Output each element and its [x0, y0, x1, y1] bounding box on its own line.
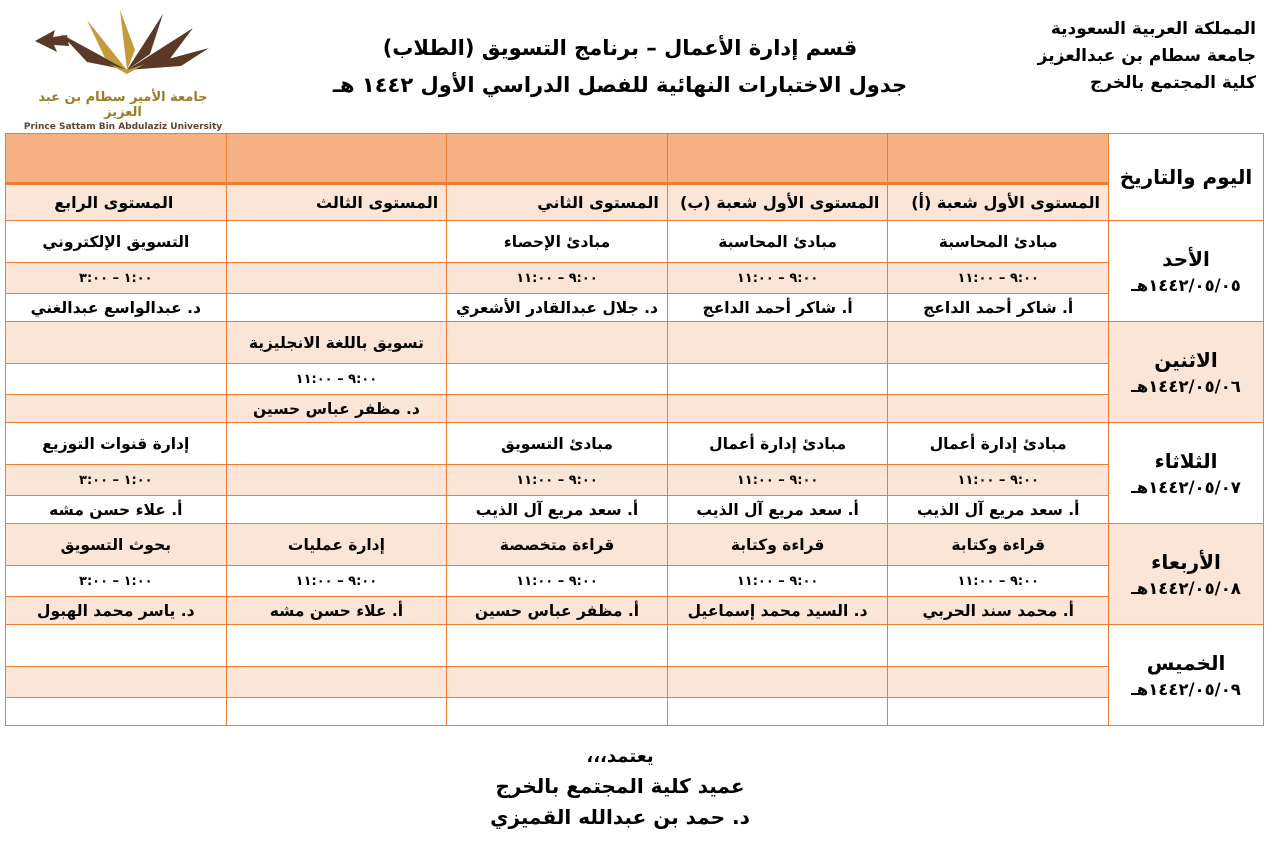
subject-row	[6, 322, 1264, 364]
organization-block	[1038, 16, 1256, 98]
time-cell: ٩:٠٠ – ١١:٠٠	[447, 263, 668, 294]
time-cell	[447, 667, 668, 698]
time-cell: ٩:٠٠ – ١١:٠٠	[447, 465, 668, 496]
instructor-cell	[667, 395, 888, 423]
instructor-cell	[226, 496, 447, 524]
time-cell: ٩:٠٠ – ١١:٠٠	[667, 566, 888, 597]
subject-cell: مبادئ إدارة أعمال	[888, 423, 1109, 465]
band-cell	[447, 134, 668, 184]
approval-word: يعتمد،،،	[586, 746, 654, 767]
instructor-cell	[447, 698, 668, 726]
time-cell	[226, 465, 447, 496]
day-cell	[1109, 221, 1264, 322]
instructor-cell	[667, 698, 888, 726]
subject-cell	[888, 322, 1109, 364]
subject-row	[6, 423, 1264, 465]
instructor-cell: أ. سعد مريع آل الذيب	[447, 496, 668, 524]
subject-cell: قراءة وكتابة	[667, 524, 888, 566]
time-cell	[226, 667, 447, 698]
day-name: الثلاثاء	[1154, 449, 1218, 473]
instructor-cell: أ. محمد سند الحربي	[888, 597, 1109, 625]
time-cell	[667, 667, 888, 698]
subject-cell: إدارة عمليات	[226, 524, 447, 566]
org-kingdom: المملكة العربية السعودية	[1050, 19, 1256, 39]
title-line-1: قسم إدارة الأعمال – برنامج التسويق (الطلاب)	[382, 36, 858, 60]
time-cell	[667, 364, 888, 395]
subject-row	[6, 221, 1264, 263]
subject-cell	[667, 322, 888, 364]
time-cell	[888, 667, 1109, 698]
org-university: جامعة سطام بن عبدالعزيز	[1037, 46, 1256, 67]
band-cell	[888, 134, 1109, 184]
day-date-header-cell: اليوم والتاريخ	[1109, 134, 1264, 221]
day-cell	[1109, 423, 1264, 524]
instructor-row	[6, 597, 1264, 625]
level-header-cell: المستوى الثاني	[447, 184, 668, 221]
subject-cell	[667, 625, 888, 667]
day-date: ١٤٤٢/٠٥/٠٩هـ	[1131, 680, 1241, 699]
instructor-cell	[6, 395, 227, 423]
day-name: الاثنين	[1154, 348, 1218, 372]
day-name: الأربعاء	[1151, 550, 1221, 574]
subject-cell: مبادئ المحاسبة	[667, 221, 888, 263]
subject-cell: مبادئ إدارة أعمال	[667, 423, 888, 465]
instructor-cell: أ. علاء حسن مشه	[6, 496, 227, 524]
band-cell	[6, 134, 227, 184]
band-cell	[667, 134, 888, 184]
instructor-row	[6, 395, 1264, 423]
instructor-cell	[6, 698, 227, 726]
time-cell: ١:٠٠ – ٣:٠٠	[6, 465, 227, 496]
subject-cell: التسويق الإلكتروني	[6, 221, 227, 263]
day-date: ١٤٤٢/٠٥/٠٧هـ	[1131, 478, 1241, 497]
subject-cell: مبادئ المحاسبة	[888, 221, 1109, 263]
instructor-cell	[447, 395, 668, 423]
instructor-cell: أ. شاكر أحمد الداعج	[667, 294, 888, 322]
instructor-cell: د. جلال عبدالقادر الأشعري	[447, 294, 668, 322]
time-cell: ١:٠٠ – ٣:٠٠	[6, 263, 227, 294]
approver-title: عميد كلية المجتمع بالخرج	[495, 774, 745, 798]
approval-block	[330, 746, 910, 829]
day-date: ١٤٤٢/٠٥/٠٦هـ	[1131, 377, 1241, 396]
approver-name: د. حمد بن عبدالله القميزي	[490, 805, 750, 829]
logo-english-name: Prince Sattam Bin Abdulaziz University	[23, 122, 223, 132]
open-book-logo-icon	[31, 8, 216, 88]
time-cell	[447, 364, 668, 395]
time-cell	[226, 263, 447, 294]
level-header-cell: المستوى الثالث	[226, 184, 447, 221]
subject-cell	[6, 625, 227, 667]
time-row	[6, 566, 1264, 597]
subject-cell	[447, 322, 668, 364]
instructor-cell: أ. علاء حسن مشه	[226, 597, 447, 625]
day-name: الخميس	[1146, 651, 1226, 675]
subject-cell: إدارة قنوات التوزيع	[6, 423, 227, 465]
instructor-row	[6, 294, 1264, 322]
time-row	[6, 667, 1264, 698]
time-row	[6, 465, 1264, 496]
band-cell	[226, 134, 447, 184]
subject-cell	[226, 221, 447, 263]
instructor-row	[6, 496, 1264, 524]
instructor-cell	[888, 395, 1109, 423]
instructor-cell	[226, 698, 447, 726]
subject-cell: مبادئ التسويق	[447, 423, 668, 465]
time-cell: ٩:٠٠ – ١١:٠٠	[667, 465, 888, 496]
org-college: كلية المجتمع بالخرج	[1090, 73, 1256, 94]
time-cell	[6, 364, 227, 395]
instructor-cell: أ. مظفر عباس حسين	[447, 597, 668, 625]
day-name: الأحد	[1162, 247, 1210, 271]
instructor-cell	[888, 698, 1109, 726]
subject-cell	[226, 625, 447, 667]
subject-cell	[226, 423, 447, 465]
subject-cell: قراءة وكتابة	[888, 524, 1109, 566]
instructor-cell: أ. سعد مريع آل الذيب	[888, 496, 1109, 524]
logo-arabic-name: جامعة الأمير سطام بن عبد العزيز	[38, 90, 208, 120]
subject-cell	[447, 625, 668, 667]
instructor-cell: د. مظفر عباس حسين	[226, 395, 447, 423]
subject-cell: بحوث التسويق	[6, 524, 227, 566]
time-row	[6, 263, 1264, 294]
time-cell	[6, 667, 227, 698]
subject-cell	[6, 322, 227, 364]
level-header-row	[6, 184, 1264, 221]
instructor-cell	[226, 294, 447, 322]
level-header-cell: المستوى الأول شعبة (ب)	[667, 184, 888, 221]
title-line-2: جدول الاختبارات النهائية للفصل الدراسي الأول ١٤٤٢ هـ	[332, 72, 908, 97]
header-band-row	[6, 134, 1264, 184]
time-cell: ٩:٠٠ – ١١:٠٠	[226, 566, 447, 597]
day-cell	[1109, 322, 1264, 423]
subject-row	[6, 524, 1264, 566]
day-cell	[1109, 625, 1264, 726]
instructor-cell: أ. سعد مريع آل الذيب	[667, 496, 888, 524]
level-header-cell: المستوى الرابع	[6, 184, 227, 221]
time-cell: ١:٠٠ – ٣:٠٠	[6, 566, 227, 597]
time-cell: ٩:٠٠ – ١١:٠٠	[447, 566, 668, 597]
time-cell: ٩:٠٠ – ١١:٠٠	[888, 566, 1109, 597]
subject-row	[6, 625, 1264, 667]
instructor-cell: د. ياسر محمد الهبول	[6, 597, 227, 625]
subject-cell: تسويق باللغة الانجليزية	[226, 322, 447, 364]
instructor-cell: د. السيد محمد إسماعيل	[667, 597, 888, 625]
university-logo	[18, 8, 228, 132]
instructor-row	[6, 698, 1264, 726]
subject-cell: مبادئ الإحصاء	[447, 221, 668, 263]
day-date: ١٤٤٢/٠٥/٠٨هـ	[1131, 579, 1241, 598]
day-date: ١٤٤٢/٠٥/٠٥هـ	[1131, 276, 1241, 295]
time-cell: ٩:٠٠ – ١١:٠٠	[888, 263, 1109, 294]
time-row	[6, 364, 1264, 395]
subject-cell: قراءة متخصصة	[447, 524, 668, 566]
document-title	[330, 30, 910, 104]
time-cell: ٩:٠٠ – ١١:٠٠	[226, 364, 447, 395]
subject-cell	[888, 625, 1109, 667]
level-header-cell: المستوى الأول شعبة (أ)	[888, 184, 1109, 221]
time-cell: ٩:٠٠ – ١١:٠٠	[667, 263, 888, 294]
instructor-cell: د. عبدالواسع عبدالغني	[6, 294, 227, 322]
time-cell	[888, 364, 1109, 395]
exam-schedule-table	[5, 133, 1264, 726]
time-cell: ٩:٠٠ – ١١:٠٠	[888, 465, 1109, 496]
day-cell	[1109, 524, 1264, 625]
instructor-cell: أ. شاكر أحمد الداعج	[888, 294, 1109, 322]
